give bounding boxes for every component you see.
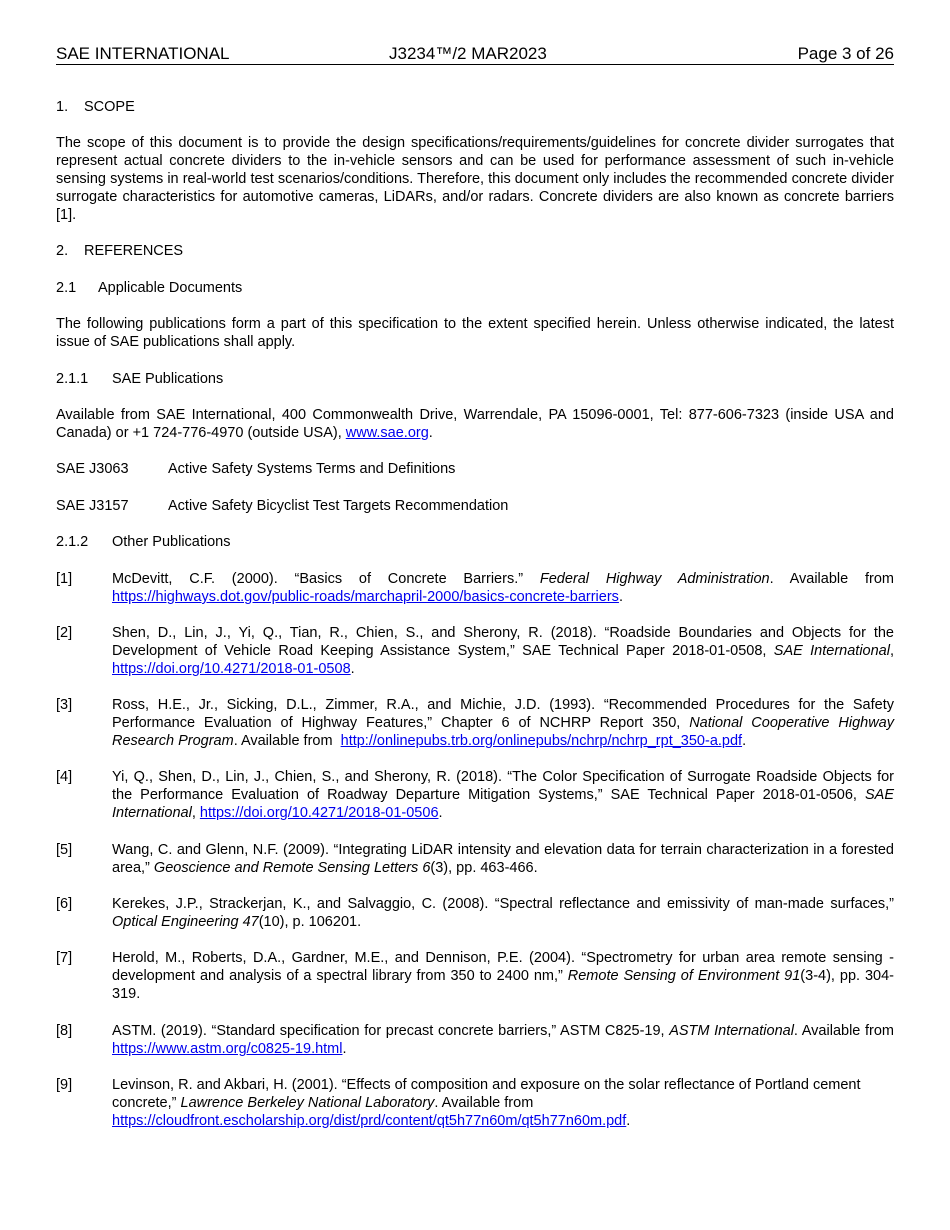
ref-authors-title: Herold, M., Roberts, D.A., Gardner, M.E., and Dennison, P.E. (2004). “Spectrometry for urban area remote sensing - development and analysis of a spectral library from 350 to 2400 nm,” bbox=[112, 950, 894, 984]
section-references-heading bbox=[56, 242, 356, 260]
reference-number: [6] bbox=[56, 896, 73, 912]
ref-authors-title: Kerekes, J.P., Strackerjan, K., and Salvaggio, C. (2008). “Spectral reflectance and emissivity of man-made surfaces,” bbox=[112, 896, 894, 912]
applicable-paragraph: The following publications form a part of this specification to the extent specified herein. Unless otherwise indicated, the latest issue of SAE publications shall apply. bbox=[56, 316, 894, 350]
reference-link[interactable]: https://doi.org/10.4271/2018-01-0508 bbox=[112, 661, 351, 677]
ref-source: Optical Engineering 47 bbox=[112, 914, 259, 930]
ref-detail: . Available from bbox=[793, 1023, 894, 1039]
availability-end: . bbox=[428, 425, 433, 441]
ref-source: National Cooperative Highway Research Program bbox=[112, 715, 894, 749]
section-number: 1. bbox=[56, 99, 69, 115]
reference-link[interactable]: http://onlinepubs.trb.org/onlinepubs/nchrp/nchrp_rpt_350-a.pdf bbox=[340, 733, 743, 749]
subsection-other-pubs-heading bbox=[56, 533, 456, 551]
reference-text bbox=[112, 895, 894, 931]
availability-text: Available from SAE International, 400 Commonwealth Drive, Warrendale, PA 15096-0001, Tel: 877-606-7323 (inside USA and Canada) or +1 724-776-4970 (outside USA), bbox=[56, 407, 894, 441]
reference-number: [1] bbox=[56, 571, 73, 587]
reference-number: [3] bbox=[56, 697, 73, 713]
reference-text bbox=[112, 768, 894, 822]
reference-link[interactable]: https://doi.org/10.4271/2018-01-0506 bbox=[199, 805, 439, 821]
ref-source: SAE International bbox=[112, 787, 894, 821]
doc-title: Active Safety Systems Terms and Definitions bbox=[168, 461, 456, 477]
header-doc-id: J3234™/2 MAR2023 bbox=[389, 44, 547, 63]
reference-number: [4] bbox=[56, 769, 73, 785]
ref-authors-title: Shen, D., Lin, J., Yi, Q., Tian, R., Chien, S., and Sherony, R. (2018). “Roadside Boundaries and Objects for the Development of Vehicle Road Keeping Assistance System,” SAE Technical Paper 2018-01-0508, bbox=[112, 625, 894, 659]
doc-title: Active Safety Bicyclist Test Targets Recommendation bbox=[168, 498, 509, 514]
ref-authors-title: Wang, C. and Glenn, N.F. (2009). “Integrating LiDAR intensity and elevation data for terrain characterization in a forested area,” bbox=[112, 842, 894, 876]
reference-text bbox=[112, 696, 894, 750]
ref-end: . bbox=[342, 1041, 347, 1057]
doc-code: SAE J3157 bbox=[56, 498, 129, 514]
reference-text bbox=[112, 1076, 894, 1130]
subsection-title: Other Publications bbox=[112, 534, 231, 550]
scope-paragraph: The scope of this document is to provide the design specifications/requirements/guidelines for concrete divider surrogates that represent actual concrete dividers to the in-vehicle sensors and can be used for performance assessment of such in-vehicle sensing systems in real-world test scenarios/conditions. Therefore, this document only includes the recommended concrete divider surrogate characteristics for automotive cameras, LiDARs, and/or radars. Concrete dividers are also known as concrete barriers [1]. bbox=[56, 135, 894, 223]
header-page-number: Page 3 of 26 bbox=[797, 44, 894, 63]
doc-code: SAE J3063 bbox=[56, 461, 129, 477]
reference-number: [5] bbox=[56, 842, 73, 858]
ref-source: SAE International bbox=[773, 643, 890, 659]
ref-source: Federal Highway Administration bbox=[539, 571, 770, 587]
section-number: 2. bbox=[56, 243, 69, 259]
reference-text bbox=[112, 949, 894, 1003]
sae-doc-j3063 bbox=[56, 460, 756, 478]
ref-source: ASTM International bbox=[669, 1023, 794, 1039]
ref-authors-title: Levinson, R. and Akbari, H. (2001). “Effects of composition and exposure on the solar reflectance of Portland cement concrete,” bbox=[112, 1077, 861, 1111]
reference-text bbox=[112, 1022, 894, 1058]
ref-authors-title: McDevitt, C.F. (2000). “Basics of Concrete Barriers.” bbox=[112, 571, 540, 587]
ref-authors-title: ASTM. (2019). “Standard specification for precast concrete barriers,” ASTM C825-19, bbox=[112, 1023, 670, 1039]
reference-text bbox=[112, 841, 894, 877]
reference-number: [8] bbox=[56, 1023, 73, 1039]
ref-detail: (3-4), pp. 304-319. bbox=[112, 968, 894, 1002]
ref-source: Remote Sensing of Environment 91 bbox=[567, 968, 801, 984]
header-org: SAE INTERNATIONAL bbox=[56, 44, 230, 63]
subsection-applicable-heading bbox=[56, 279, 456, 297]
subsection-number: 2.1 bbox=[56, 280, 77, 296]
ref-detail: , bbox=[191, 805, 200, 821]
sae-doc-j3157 bbox=[56, 497, 756, 515]
ref-detail: (10), p. 106201. bbox=[258, 914, 362, 930]
section-scope-heading bbox=[56, 98, 356, 116]
ref-end: . bbox=[618, 589, 623, 605]
reference-number: [2] bbox=[56, 625, 73, 641]
reference-number: [7] bbox=[56, 950, 73, 966]
subsection-title: Applicable Documents bbox=[98, 280, 243, 296]
ref-detail: , bbox=[889, 643, 894, 659]
ref-end: . bbox=[626, 1113, 631, 1129]
section-title: REFERENCES bbox=[84, 243, 184, 259]
sae-website-link[interactable]: www.sae.org bbox=[345, 425, 429, 441]
sae-availability-paragraph bbox=[56, 406, 894, 442]
ref-authors-title: Yi, Q., Shen, D., Lin, J., Chien, S., and Sherony, R. (2018). “The Color Specification of Surrogate Roadside Objects for the Performance Evaluation of Roadway Departure Mitigation Systems,” SAE Technical Paper 2018-01-0506, bbox=[112, 769, 894, 803]
subsection-number: 2.1.1 bbox=[56, 371, 89, 387]
ref-end: . bbox=[742, 733, 747, 749]
ref-detail: . Available from bbox=[434, 1095, 534, 1111]
reference-link[interactable]: https://www.astm.org/c0825-19.html bbox=[112, 1041, 343, 1057]
ref-detail: . Available from bbox=[233, 733, 341, 749]
subsection-title: SAE Publications bbox=[112, 371, 224, 387]
ref-end: . bbox=[438, 805, 443, 821]
ref-authors-title: Ross, H.E., Jr., Sicking, D.L., Zimmer, R.A., and Michie, J.D. (1993). “Recommended Procedures for the Safety Performance Evaluation of Highway Features,” Chapter 6 of NCHRP Report 350, bbox=[112, 697, 894, 731]
reference-link[interactable]: https://highways.dot.gov/public-roads/marchapril-2000/basics-concrete-barriers bbox=[112, 589, 619, 605]
reference-number: [9] bbox=[56, 1077, 73, 1093]
subsection-sae-pubs-heading bbox=[56, 370, 456, 388]
section-title: SCOPE bbox=[84, 99, 135, 115]
ref-end: . bbox=[350, 661, 355, 677]
page-header bbox=[56, 44, 894, 65]
ref-source: Geoscience and Remote Sensing Letters 6 bbox=[153, 860, 431, 876]
reference-link[interactable]: https://cloudfront.escholarship.org/dist/prd/content/qt5h77n60m/qt5h77n60m.pdf bbox=[112, 1113, 627, 1129]
ref-detail: (3), pp. 463-466. bbox=[430, 860, 538, 876]
reference-text bbox=[112, 570, 894, 606]
ref-source: Lawrence Berkeley National Laboratory bbox=[180, 1095, 435, 1111]
subsection-number: 2.1.2 bbox=[56, 534, 89, 550]
reference-text bbox=[112, 624, 894, 678]
ref-detail: . Available from bbox=[769, 571, 894, 587]
